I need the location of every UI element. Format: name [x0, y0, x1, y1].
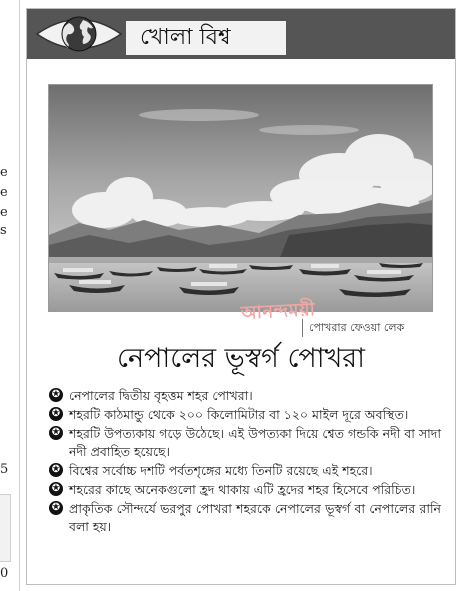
adjacent-column-box: [0, 494, 11, 562]
feature-card: [26, 8, 456, 585]
star-bullet-icon: ✪: [49, 388, 63, 402]
star-bullet-icon: ✪: [49, 482, 63, 496]
list-item: [49, 500, 441, 536]
star-bullet-icon: ✪: [49, 426, 63, 440]
list-item-text: নেপালের দ্বিতীয় বৃহত্তম শহর পোখরা।: [69, 388, 253, 403]
section-header: [27, 9, 455, 59]
publisher-watermark: আনন্দময়ী: [240, 299, 316, 324]
adjacent-column-text: 5: [0, 462, 9, 477]
article-headline: নেপালের ভূস্বর্গ পোখরা: [117, 343, 365, 374]
list-item-text: প্রাকৃতিক সৌন্দর্যে ভরপুর পোখরা শহরকে নেপালের ভূস্বর্গ বা নেপালের রানি বলা হয়।: [69, 501, 441, 534]
fact-list: [49, 387, 441, 537]
star-bullet-icon: ✪: [49, 501, 63, 515]
adjacent-column-text: s: [0, 223, 7, 238]
list-item-text: শহরটি উপত্যকায় গড়ে উঠেছে। এই উপত্যকা দিয়ে শ্বেত গন্ডকি নদী বা সাদা নদী প্রবাহিত হয়েছে।: [69, 426, 441, 459]
list-item-text: শহরের কাছে অনেকগুলো হ্রদ থাকায় এটি হ্রদের শহর হিসেবে পরিচিত।: [69, 482, 416, 497]
list-item: [49, 462, 441, 480]
list-item: [49, 481, 441, 499]
globe-icon: [35, 13, 123, 55]
list-item: [49, 425, 441, 461]
lake-photo: [48, 84, 433, 312]
list-item: [49, 387, 441, 405]
star-bullet-icon: ✪: [49, 407, 63, 421]
adjacent-column-text: 0: [0, 566, 9, 581]
adjacent-column-text: e: [0, 165, 8, 180]
section-label: খোলা বিশ্ব: [140, 24, 231, 50]
section-label-box: [126, 21, 286, 55]
list-item: [49, 406, 441, 424]
adjacent-column-text: e: [0, 205, 8, 220]
adjacent-column-text: e: [0, 185, 8, 200]
list-item-text: শহরটি কাঠমান্ডু থেকে ২০০ কিলোমিটার বা ১২০ মাইল দূরে অবস্থিত।: [69, 407, 409, 422]
photo-caption: পোখরার ফেওয়া লেক: [302, 319, 404, 337]
star-bullet-icon: ✪: [49, 463, 63, 477]
lake-photo-image: [49, 85, 432, 311]
list-item-text: বিশ্বের সর্বোচ্চ দশটি পর্বতশৃঙ্গের মধ্যে তিনটি রয়েছে এই শহরে।: [69, 463, 373, 478]
